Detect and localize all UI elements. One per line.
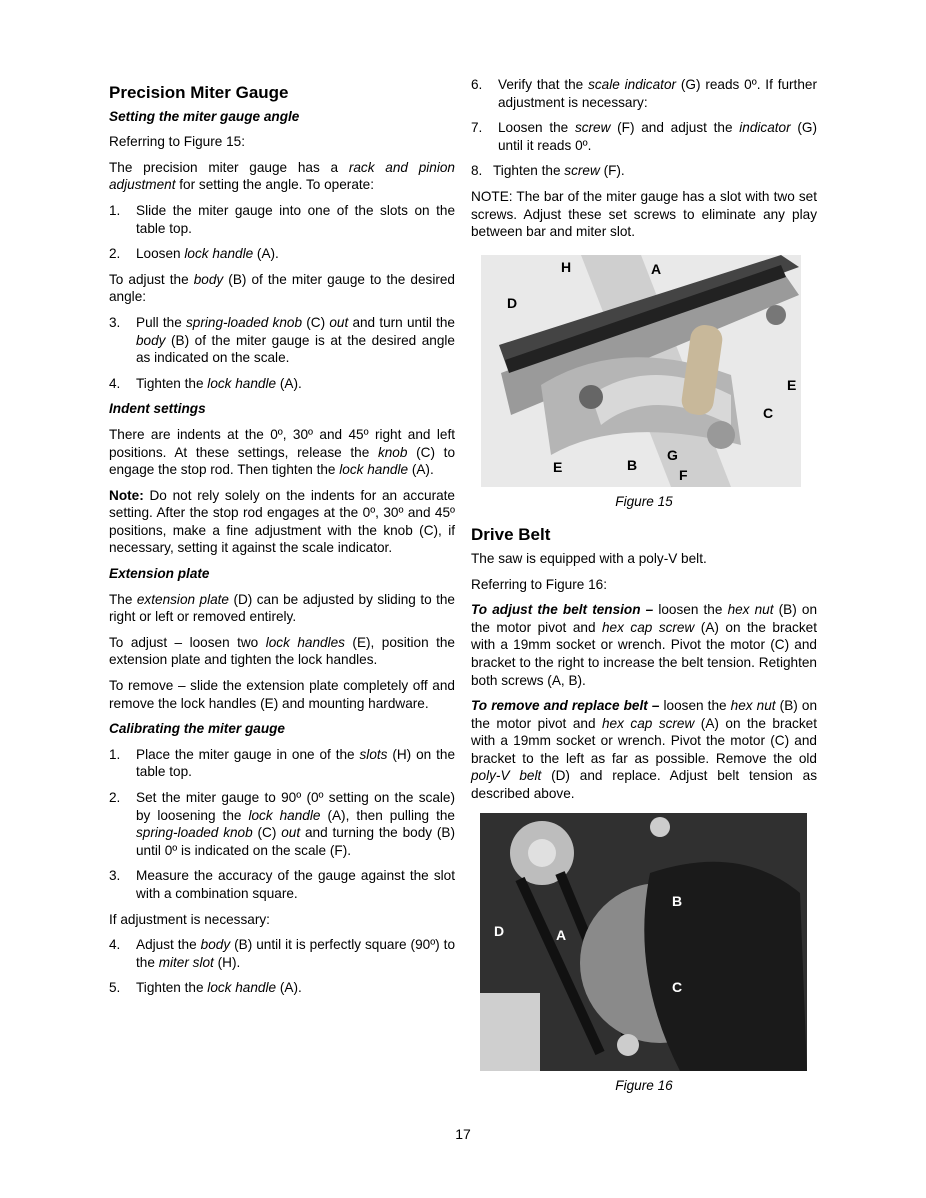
paragraph: The saw is equipped with a poly-V belt. xyxy=(471,550,707,566)
figure-15-caption: Figure 15 xyxy=(615,493,673,509)
paragraph: To remove – slide the extension plate completely off and remove the lock handles (E) and mounting hardware. xyxy=(109,678,455,711)
paragraph: The extension plate (D) can be adjusted by sliding to the right or left or removed entirely. xyxy=(109,591,455,625)
figure-label: E xyxy=(787,376,797,393)
list-item: 2. Loosen lock handle (A). xyxy=(109,246,279,262)
figure-label: D xyxy=(507,294,518,311)
figure-label: B xyxy=(627,456,638,473)
paragraph: To adjust – loosen two lock handles (E), position the extension plate and tighten the lock handles. xyxy=(109,634,455,668)
paragraph-note: Note: Do not rely solely on the indents for an accurate setting. After the stop rod engages at the 0º, 30º and 45º positions, make a fine adjustment with the knob (C), if necessary, setting it against the scale indicator. xyxy=(109,487,455,556)
paragraph: To remove and replace belt – loosen the hex nut (B) on the motor pivot and hex cap screw (A) on the bracket with a 19mm socket or wrench. Pivot the motor (C) and bracket to the left as far as possible. Remove the old poly-V belt (D) and replace. Adjust belt tension as described above. xyxy=(471,698,818,802)
subheading-indent-settings: Indent settings xyxy=(109,401,206,417)
subheading-calibrating: Calibrating the miter gauge xyxy=(109,721,285,737)
list-item: 8. Tighten the screw (F). xyxy=(471,163,625,179)
figure-label: A xyxy=(556,926,567,943)
paragraph: There are indents at the 0º, 30º and 45º right and left positions. At these settings, release the knob (C) to engage the stop rod. Then tighten the lock handle (A). xyxy=(109,426,455,478)
left-column xyxy=(109,80,455,1005)
list-item: 5. Tighten the lock handle (A). xyxy=(109,980,302,996)
paragraph: Referring to Figure 15: xyxy=(109,134,246,150)
figure-label: A xyxy=(651,260,662,277)
list-item: 4. Adjust the body (B) until it is perfectly square (90º) to the miter slot (H). xyxy=(109,937,456,970)
list-item: 1. Place the miter gauge in one of the slots (H) on the table top. xyxy=(109,746,455,780)
section-heading-drive-belt: Drive Belt xyxy=(471,525,551,545)
list-item: 7. Loosen the screw (F) and adjust the indicator (G) until it reads 0º. xyxy=(471,120,817,153)
paragraph: If adjustment is necessary: xyxy=(109,911,270,927)
paragraph: The precision miter gauge has a rack and pinion adjustment for setting the angle. To operate: xyxy=(109,159,455,193)
list-item: 1. Slide the miter gauge into one of the slots on the table top. xyxy=(109,202,455,236)
figure-label: D xyxy=(494,922,505,939)
subheading-setting-angle: Setting the miter gauge angle xyxy=(109,108,300,124)
figure-label: C xyxy=(763,404,774,421)
list-item: 6. Verify that the scale indicator (G) reads 0º. If further adjustment is necessary: xyxy=(471,77,817,110)
paragraph: Referring to Figure 16: xyxy=(471,576,608,592)
paragraph: To adjust the body (B) of the miter gauge to the desired angle: xyxy=(109,271,455,305)
list-item: 3. Pull the spring-loaded knob (C) out and turn until the body (B) of the miter gauge is at the desired angle as indicated on the scale. xyxy=(109,314,455,366)
figure-label: G xyxy=(667,446,678,463)
list-item: 3. Measure the accuracy of the gauge against the slot with a combination square. xyxy=(109,868,455,901)
figure-label: E xyxy=(553,458,563,475)
drive-belt-illustration xyxy=(480,813,807,1071)
figure-label: H xyxy=(561,258,572,275)
figure-label: B xyxy=(672,892,683,909)
section-heading-miter-gauge: Precision Miter Gauge xyxy=(109,83,289,102)
paragraph-note: NOTE: The bar of the miter gauge has a slot with two set screws. Adjust these set screws to eliminate any play between bar and miter slot. xyxy=(471,188,817,240)
list-item: 2. Set the miter gauge to 90º (0º setting on the scale) by loosening the lock handle (A), then pulling the spring-loaded knob (C) out and turning the body (B) until 0º is indicated on the scale (F). xyxy=(109,790,455,858)
figure-16-photo xyxy=(480,813,807,1071)
figure-15-photo xyxy=(481,255,801,487)
figure-label: C xyxy=(672,978,683,995)
figure-16-caption: Figure 16 xyxy=(615,1077,673,1093)
figure-label: F xyxy=(679,466,688,483)
miter-gauge-illustration xyxy=(481,255,801,487)
page-number: 17 xyxy=(455,1126,471,1142)
subheading-extension-plate: Extension plate xyxy=(109,566,210,582)
list-item: 4. Tighten the lock handle (A). xyxy=(109,375,302,391)
paragraph: To adjust the belt tension – loosen the hex nut (B) on the motor pivot and hex cap screw (A) on the bracket with a 19mm socket or wrench. Pivot the motor (C) and bracket to the right to increase the belt tension. Retighten both screws (A, B). xyxy=(471,602,818,688)
right-column xyxy=(471,76,817,1094)
